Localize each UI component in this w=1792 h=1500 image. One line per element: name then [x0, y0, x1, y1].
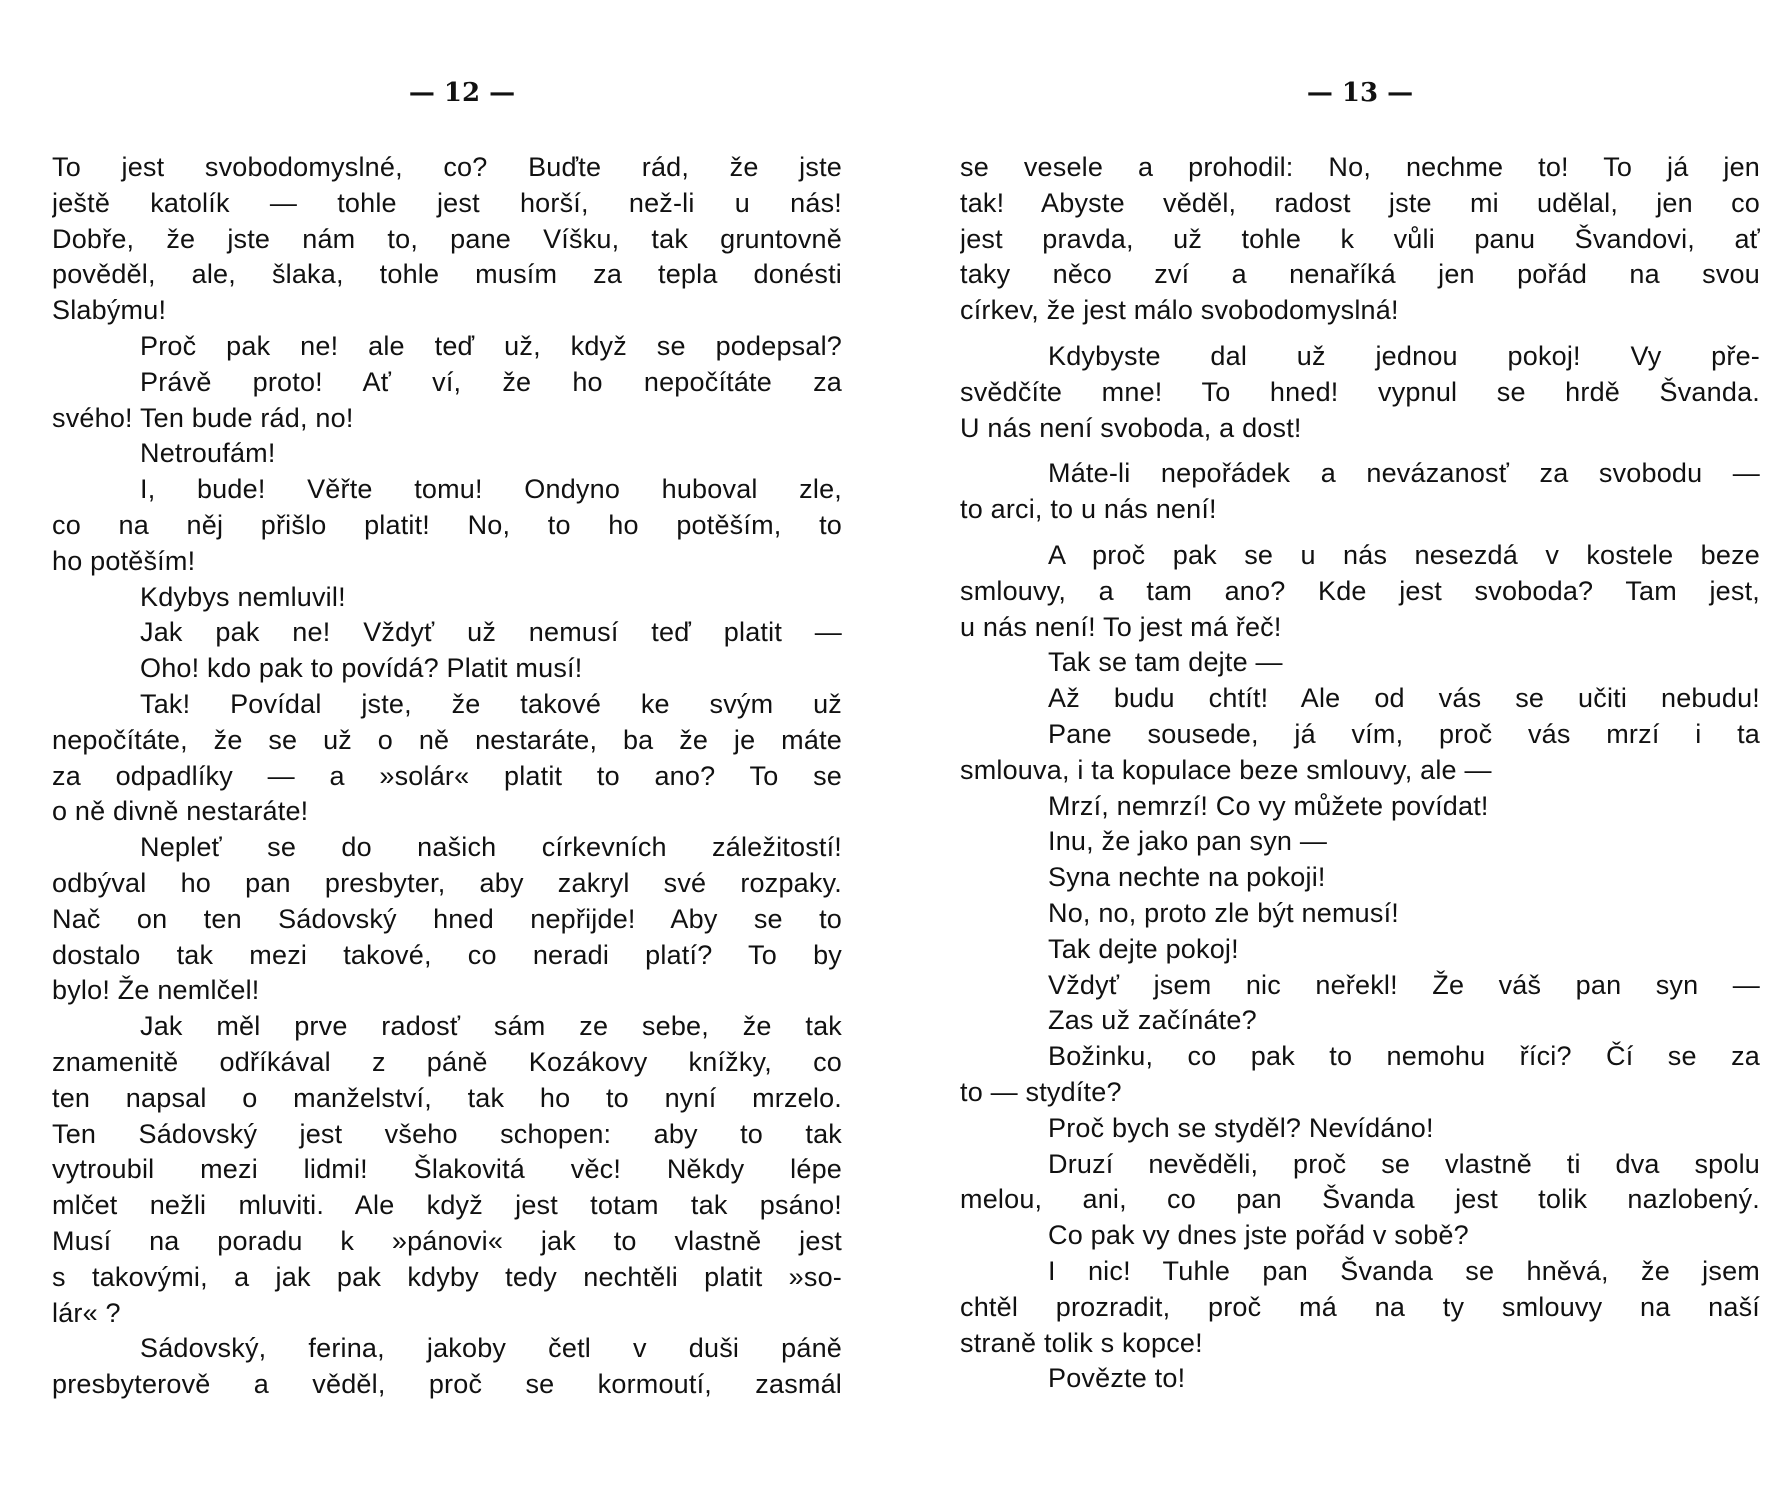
text-line: presbyterově a věděl, proč se kormoutí, zasmál — [52, 1369, 842, 1400]
text-line: ještě katolík — tohle jest horší, než-li u nás! — [52, 187, 842, 218]
text-line: Proč pak ne! ale teď už, když se podepsal? — [140, 330, 842, 361]
text-line: Až budu chtít! Ale od vás se učiti nebudu! — [1048, 683, 1760, 714]
text-line: Slabýmu! — [52, 295, 167, 326]
text-line: melou, ani, co pan Švanda jest tolik nazlobený. — [960, 1184, 1760, 1215]
text-line: Inu, že jako pan syn — — [1048, 826, 1328, 857]
left-page — [52, 0, 842, 1500]
text-line: u nás není! To jest má řeč! — [960, 611, 1282, 642]
text-line: s takovými, a jak pak kdyby tedy nechtěli platit »so- — [52, 1261, 842, 1292]
text-line: Tak dejte pokoj! — [1048, 933, 1239, 964]
text-line: A proč pak se u nás nesezdá v kostele beze — [1048, 539, 1760, 570]
text-line: znamenitě odříkával z páně Kozákovy knížky, co — [52, 1046, 842, 1077]
text-line: bylo! Že nemlčel! — [52, 975, 260, 1006]
text-line: Vždyť jsem nic neřekl! Že váš pan syn — — [1048, 969, 1760, 1000]
text-line: Tak se tam dejte — — [1048, 647, 1283, 678]
text-line: za odpadlíky — a »solár« platit to ano? To se — [52, 760, 842, 791]
text-line: Kdybys nemluvil! — [140, 581, 346, 612]
text-line: taky něco zví a nenaříká jen pořád na svou — [960, 259, 1760, 290]
text-line: chtěl prozradit, proč má na ty smlouvy na naší — [960, 1291, 1760, 1322]
text-line: Povězte to! — [1048, 1363, 1186, 1394]
text-line: Jak pak ne! Vždyť už nemusí teď platit — — [140, 617, 842, 648]
text-line: nepočítáte, že se už o ně nestaráte, ba že je máte — [52, 724, 842, 755]
text-line: vytroubil mezi lidmi! Šlakovitá věc! Někdy lépe — [52, 1154, 842, 1185]
text-line: Druzí nevěděli, proč se vlastně ti dva spolu — [1048, 1148, 1760, 1179]
text-line: Sádovský, ferina, jakoby četl v duši páně — [140, 1333, 842, 1364]
text-line: Kdybyste dal už jednou pokoj! Vy pře- — [1048, 340, 1760, 371]
text-line: smlouvy, a tam ano? Kde jest svoboda? Tam jest, — [960, 575, 1760, 606]
text-line: ten napsal o manželství, tak ho to nyní mrzelo. — [52, 1082, 842, 1113]
text-line: Právě proto! Ať ví, že ho nepočítáte za — [140, 366, 842, 397]
text-line: Božinku, co pak to nemohu říci? Čí se za — [1048, 1041, 1760, 1072]
text-line: to — stydíte? — [960, 1076, 1122, 1107]
text-line: jest pravda, už tohle k vůli panu Švandovi, ať — [960, 223, 1760, 254]
page-number: — 13 — — [1306, 78, 1414, 108]
text-line: Zas už začínáte? — [1048, 1005, 1257, 1036]
text-line: No, no, proto zle být nemusí! — [1048, 897, 1399, 928]
text-line: svědčíte mne! To hned! vypnul se hrdě Švanda. — [960, 376, 1760, 407]
text-line: Mrzí, nemrzí! Co vy můžete povídat! — [1048, 790, 1489, 821]
text-line: I nic! Tuhle pan Švanda se hněvá, že jsem — [1048, 1255, 1760, 1286]
text-line: ho potěším! — [52, 545, 196, 576]
text-line: Musí na poradu k »pánovi« jak to vlastně jest — [52, 1225, 842, 1256]
text-line: církev, že jest málo svobodomyslná! — [960, 295, 1399, 326]
text-line: o ně divně nestaráte! — [52, 796, 309, 827]
text-line: Proč bych se styděl? Nevídáno! — [1048, 1112, 1434, 1143]
text-line: smlouva, i ta kopulace beze smlouvy, ale — — [960, 754, 1492, 785]
text-line: Syna nechte na pokoji! — [1048, 862, 1326, 893]
text-line: Pane sousede, já vím, proč vás mrzí i ta — [1048, 718, 1760, 749]
page-text — [960, 150, 1760, 1397]
text-line: odbýval ho pan presbyter, aby zakryl své rozpaky. — [52, 867, 842, 898]
text-line: Co pak vy dnes jste pořád v sobě? — [1048, 1220, 1469, 1251]
text-line: Nač on ten Sádovský hned nepřijde! Aby se to — [52, 903, 842, 934]
text-line: co na něj přišlo platit! No, to ho potěším, to — [52, 509, 842, 540]
text-line: svého! Ten bude rád, no! — [52, 402, 354, 433]
right-page — [960, 0, 1760, 1500]
text-line: Netroufám! — [140, 438, 276, 469]
text-line: To jest svobodomyslné, co? Buďte rád, že jste — [52, 152, 842, 182]
text-line: lár« ? — [52, 1297, 121, 1328]
text-line: Ten Sádovský jest všeho schopen: aby to tak — [52, 1118, 842, 1149]
text-line: dostalo tak mezi takové, co neradi platí? To by — [52, 939, 842, 970]
page-number: — 12 — — [408, 78, 516, 108]
text-line: pověděl, ale, šlaka, tohle musím za tepla donésti — [52, 259, 842, 290]
text-line: straně tolik s kopce! — [960, 1327, 1203, 1358]
text-line: Máte-li nepořádek a nevázanosť za svobodu — — [1048, 458, 1760, 489]
text-line: U nás není svoboda, a dost! — [960, 412, 1302, 443]
text-line: Nepleť se do našich církevních záležitostí! — [140, 832, 842, 863]
text-line: I, bude! Věřte tomu! Ondyno huboval zle, — [140, 474, 842, 505]
page-text — [52, 150, 842, 1403]
text-line: to arci, to u nás není! — [960, 494, 1217, 525]
text-line: se vesele a prohodil: No, nechme to! To já jen — [960, 152, 1760, 182]
text-line: mlčet nežli mluviti. Ale když jest totam tak psáno! — [52, 1190, 842, 1221]
text-line: Tak! Povídal jste, že takové ke svým už — [140, 688, 842, 719]
text-line: Jak měl prve radosť sám ze sebe, že tak — [140, 1011, 842, 1042]
text-line: Oho! kdo pak to povídá? Platit musí! — [140, 653, 583, 684]
text-line: Dobře, že jste nám to, pane Víšku, tak gruntovně — [52, 223, 842, 254]
text-line: tak! Abyste věděl, radost jste mi udělal, jen co — [960, 187, 1760, 218]
